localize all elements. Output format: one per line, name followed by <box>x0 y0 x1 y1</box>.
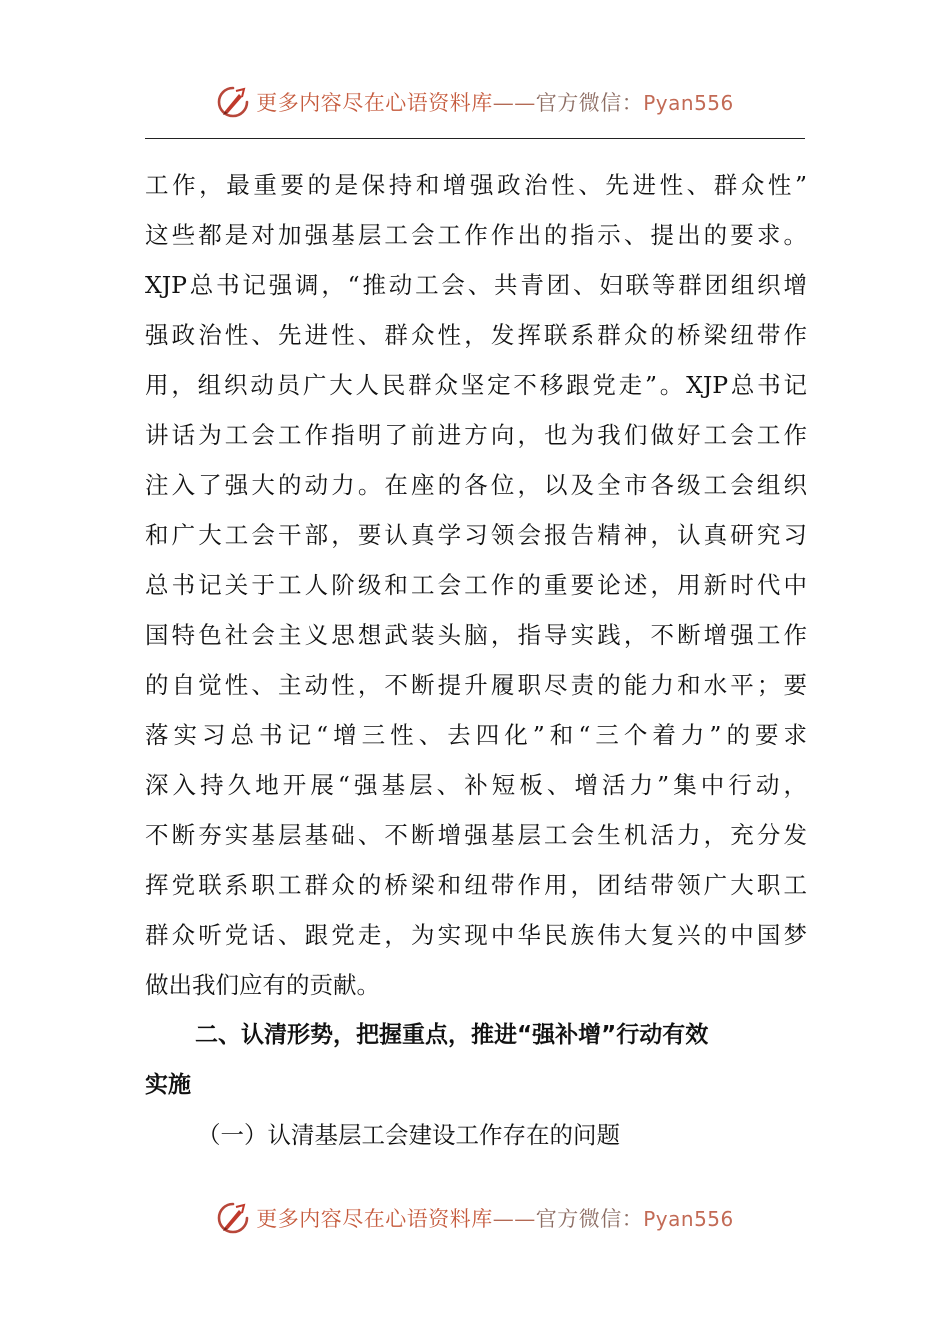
paragraph-line: 做出我们应有的贡献。 <box>145 971 380 999</box>
banner-wechat-label: 官方微信： <box>535 91 644 115</box>
banner-brand: 更多内容尽在心语资料库 <box>256 91 493 115</box>
banner-wechat-label: 官方微信： <box>535 1207 644 1231</box>
header-banner <box>0 82 950 122</box>
banner-wechat-id: Pyan556 <box>643 91 734 115</box>
paragraph-line: 挥党联系职工群众的桥梁和纽带作用，团结带领广大职工 <box>145 871 807 899</box>
paragraph-line: 工作，最重要的是保持和增强政治性、先进性、群众性” <box>145 171 807 199</box>
paragraph-line: 用，组织动员广大人民群众坚定不移跟党走”。XJP总书记 <box>145 371 807 399</box>
subsection-heading: （一）认清基层工会建设工作存在的问题 <box>197 1121 620 1149</box>
paragraph-line: 不断夯实基层基础、不断增强基层工会生机活力，充分发 <box>145 821 807 849</box>
banner-text <box>256 87 734 117</box>
paragraph-line: 和广大工会干部，要认真学习领会报告精神，认真研究习 <box>145 521 807 549</box>
paragraph-line: 总书记关于工人阶级和工会工作的重要论述，用新时代中 <box>145 571 807 599</box>
paragraph-line: 的自觉性、主动性，不断提升履职尽责的能力和水平；要 <box>145 671 807 699</box>
paragraph-line: 强政治性、先进性、群众性，发挥联系群众的桥梁纽带作 <box>145 321 807 349</box>
pen-circle-logo-icon <box>216 85 250 119</box>
pen-circle-logo-icon <box>216 1201 250 1235</box>
section-heading: 二、认清形势，把握重点，推进“强补增”行动有效 <box>195 1022 709 1048</box>
paragraph-line: 注入了强大的动力。在座的各位，以及全市各级工会组织 <box>145 471 807 499</box>
header-divider <box>145 138 805 139</box>
banner-separator: —— <box>492 91 536 115</box>
footer-banner <box>0 1198 950 1238</box>
banner-text <box>256 1203 734 1233</box>
banner-brand: 更多内容尽在心语资料库 <box>256 1207 493 1231</box>
paragraph-line: 这些都是对加强基层工会工作作出的指示、提出的要求。 <box>145 221 807 249</box>
paragraph-line: 国特色社会主义思想武装头脑，指导实践，不断增强工作 <box>145 621 807 649</box>
banner-separator: —— <box>492 1207 536 1231</box>
paragraph-line: 深入持久地开展“强基层、补短板、增活力”集中行动， <box>145 771 807 799</box>
document-body <box>145 160 807 1160</box>
paragraph-line: 讲话为工会工作指明了前进方向，也为我们做好工会工作 <box>145 421 807 449</box>
paragraph-line: XJP总书记强调，“推动工会、共青团、妇联等群团组织增 <box>145 271 807 299</box>
banner-wechat-id: Pyan556 <box>643 1207 734 1231</box>
paragraph-line: 群众听党话、跟党走，为实现中华民族伟大复兴的中国梦 <box>145 921 807 949</box>
section-heading-continued: 实施 <box>145 1072 191 1098</box>
paragraph-line: 落实习总书记“增三性、去四化”和“三个着力”的要求 <box>145 721 807 749</box>
